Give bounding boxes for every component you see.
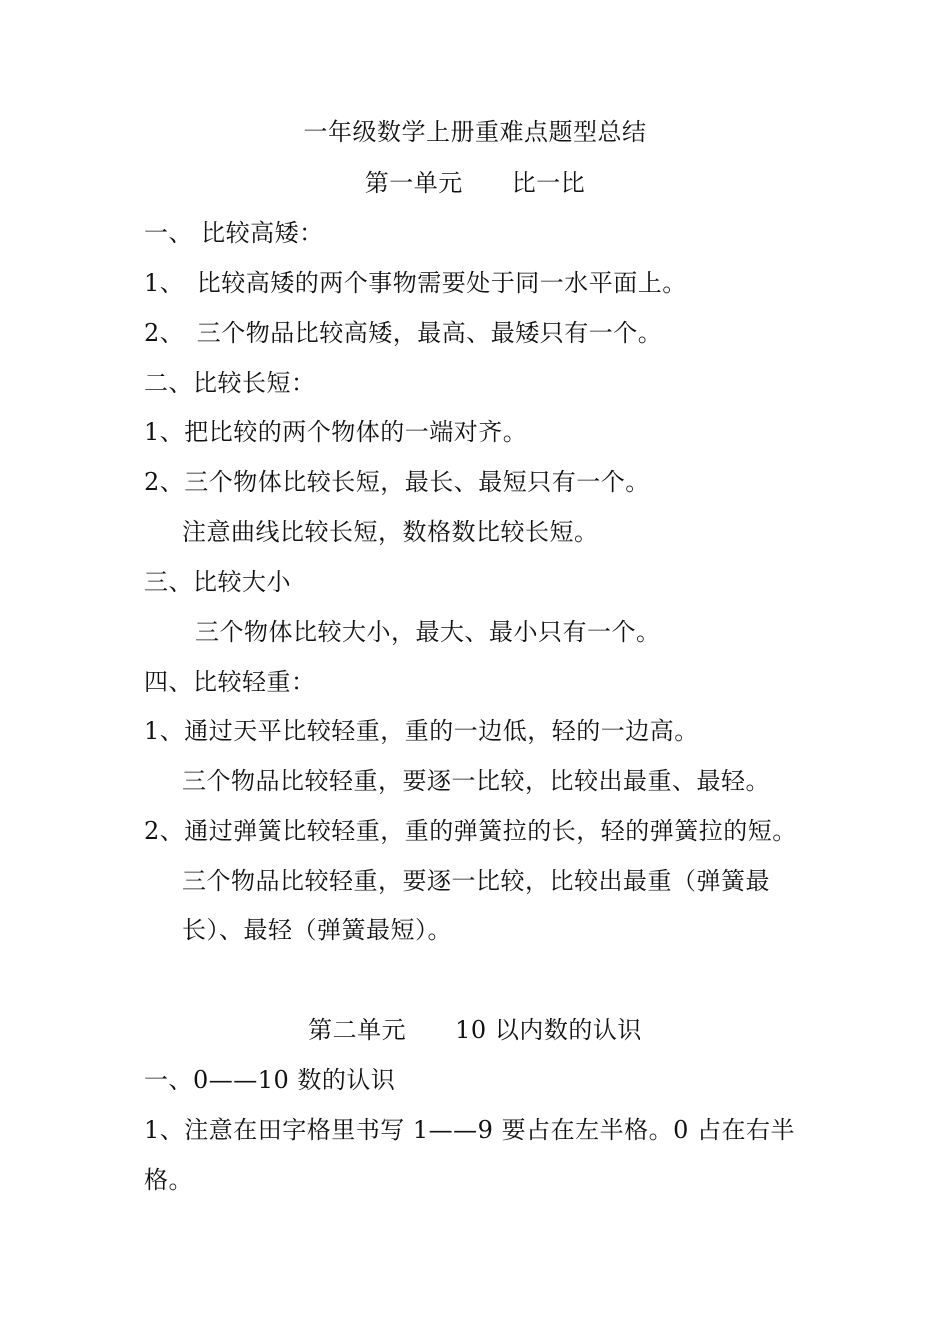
writing-rule-line2: 格。 — [144, 1166, 193, 1194]
document-title: 一年级数学上册重难点题型总结 — [303, 118, 647, 146]
height-rule-2: 2、 三个物品比较高矮，最高、最矮只有一个。 — [144, 319, 663, 347]
section-weight-compare: 四、比较轻重： — [144, 668, 316, 696]
weight-rule-2: 2、通过弹簧比较轻重，重的弹簧拉的长，轻的弹簧拉的短。 — [144, 817, 797, 845]
writing-rule-line1: 1、注意在田字格里书写 1——9 要占在左半格。0 占在右半 — [144, 1116, 795, 1144]
length-rule-2: 2、三个物体比较长短，最长、最短只有一个。 — [144, 468, 650, 496]
weight-note-2-line2: 长）、最轻（弹簧最短）。 — [182, 916, 452, 944]
length-rule-1: 1、把比较的两个物体的一端对齐。 — [144, 418, 528, 446]
weight-note-1: 三个物品比较轻重，要逐一比较，比较出最重、最轻。 — [182, 767, 770, 795]
weight-note-2-line1: 三个物品比较轻重，要逐一比较，比较出最重（弹簧最 — [182, 867, 770, 895]
section-height-compare: 一、 比较高矮： — [144, 219, 324, 247]
section-number-recognition: 一、0——10 数的认识 — [144, 1066, 396, 1094]
size-rule: 三个物体比较大小，最大、最小只有一个。 — [195, 618, 661, 646]
section-length-compare: 二、比较长短： — [144, 369, 316, 397]
section-size-compare: 三、比较大小 — [144, 568, 291, 596]
weight-rule-1: 1、通过天平比较轻重，重的一边低，轻的一边高。 — [144, 717, 699, 745]
unit1-heading: 第一单元 比一比 — [364, 169, 586, 197]
length-note: 注意曲线比较长短，数格数比较长短。 — [182, 518, 599, 546]
height-rule-1: 1、 比较高矮的两个事物需要处于同一水平面上。 — [144, 269, 687, 297]
unit2-heading: 第二单元 10 以内数的认识 — [308, 1016, 642, 1044]
